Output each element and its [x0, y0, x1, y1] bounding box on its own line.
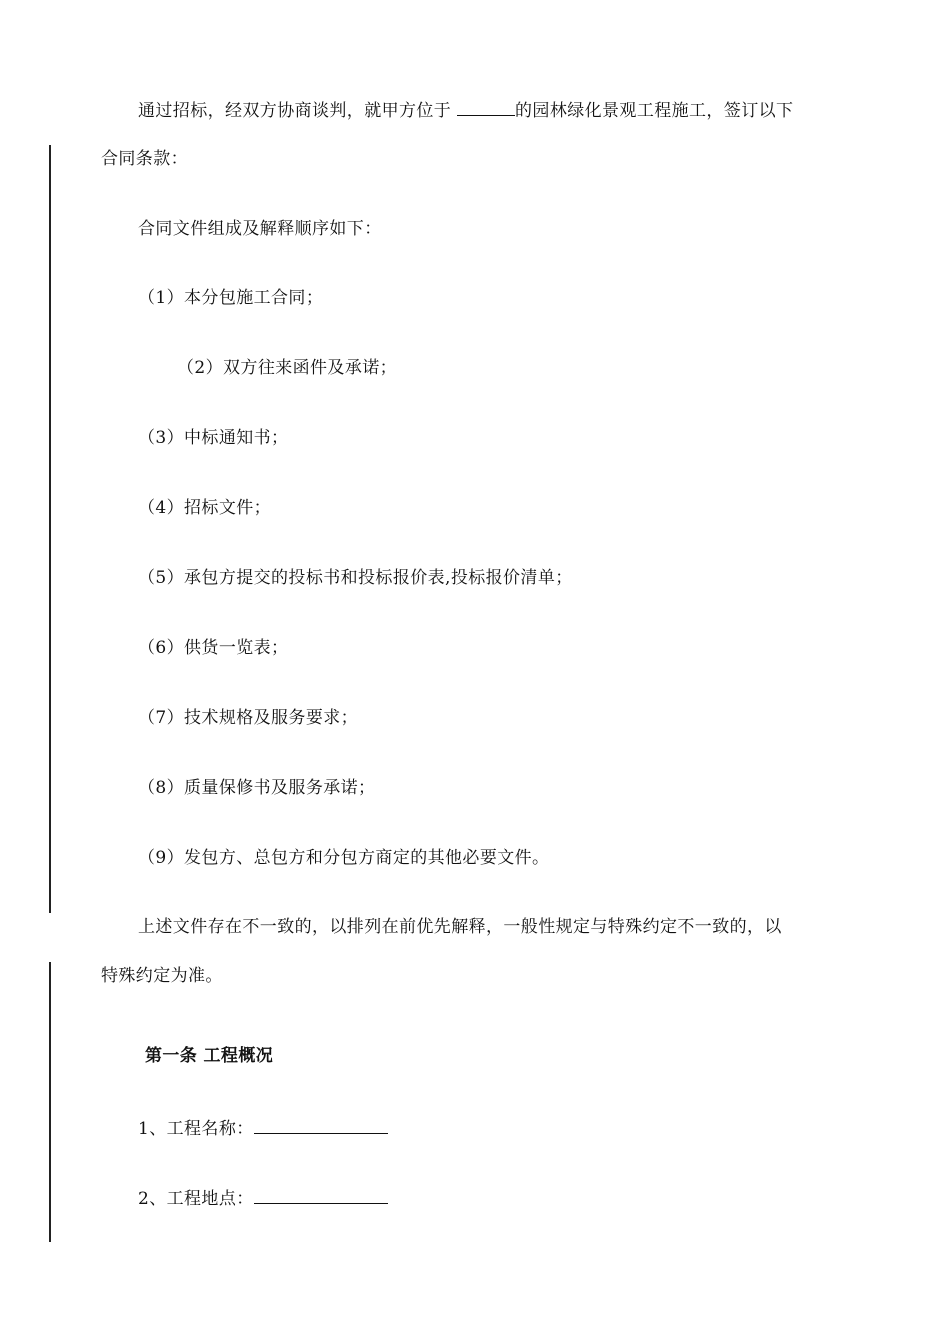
- doc-item-9: （9）发包方、总包方和分包方商定的其他必要文件。: [138, 848, 550, 868]
- doc-item-8: （8）质量保修书及服务承诺；: [138, 778, 376, 798]
- doc-item-3: （3）中标通知书；: [138, 428, 289, 448]
- project-name-row: [138, 1117, 388, 1139]
- docs-heading: 合同文件组成及解释顺序如下：: [138, 219, 382, 239]
- project-location-field[interactable]: [254, 1187, 388, 1204]
- project-name-field[interactable]: [254, 1117, 388, 1134]
- project-name-label: 1、工程名称：: [138, 1119, 254, 1139]
- doc-item-7: （7）技术规格及服务要求；: [138, 708, 359, 728]
- revision-bar-top: [49, 145, 51, 913]
- doc-item-4: （4）招标文件；: [138, 498, 272, 518]
- precedence-line-1: 上述文件存在不一致的，以排列在前优先解释，一般性规定与特殊约定不一致的，以: [138, 917, 782, 937]
- intro-line-2: 合同条款：: [101, 149, 188, 169]
- doc-item-2: （2）双方往来函件及承诺；: [177, 358, 398, 378]
- precedence-line-2: 特殊约定为准。: [101, 966, 223, 986]
- doc-item-1: （1）本分包施工合同；: [138, 288, 324, 308]
- project-location-label: 2、工程地点：: [138, 1189, 254, 1209]
- intro-line-1: [138, 99, 793, 121]
- intro-text-after-blank: 的园林绿化景观工程施工，签订以下: [515, 101, 794, 121]
- location-blank: [457, 99, 515, 116]
- project-location-row: [138, 1187, 388, 1209]
- doc-item-5: （5）承包方提交的投标书和投标报价表,投标报价清单；: [138, 568, 573, 588]
- article-1-title: 第一条 工程概况: [145, 1046, 274, 1066]
- intro-text-before-blank: 通过招标，经双方协商谈判，就甲方位于: [138, 101, 458, 121]
- doc-item-6: （6）供货一览表；: [138, 638, 289, 658]
- revision-bar-bottom: [49, 962, 51, 1242]
